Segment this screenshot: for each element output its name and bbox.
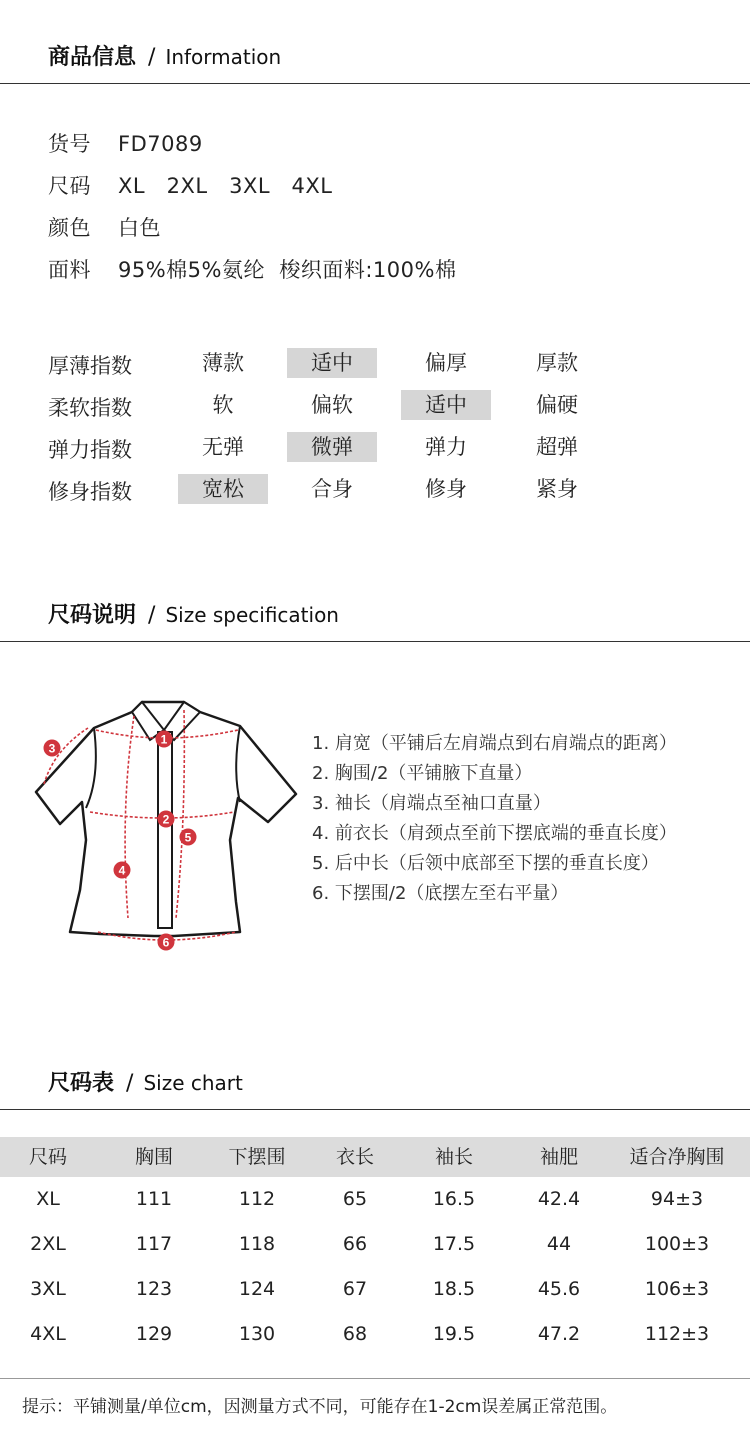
- table-header-row: [0, 1137, 750, 1177]
- table-cell: 4XL: [30, 1323, 66, 1345]
- index-label: 柔软指数: [48, 396, 132, 420]
- marker-3-label: 3: [48, 741, 56, 756]
- table-cell: 3XL: [30, 1278, 66, 1300]
- marker-4: [114, 862, 131, 879]
- marker-5: [180, 829, 197, 846]
- info-label: 面料: [48, 258, 91, 282]
- table-cell: 2XL: [30, 1233, 66, 1255]
- spec-title-en: Size specification: [165, 603, 339, 627]
- table-cell: 44: [546, 1233, 572, 1255]
- info-value: 白色: [118, 216, 161, 240]
- table-row: [0, 1267, 750, 1312]
- index-option: 无弹: [202, 435, 244, 459]
- marker-6-label: 6: [162, 935, 170, 950]
- index-option: 超弹: [536, 435, 578, 459]
- index-option-selected: 宽松: [178, 474, 268, 504]
- index-label: 修身指数: [48, 480, 132, 504]
- table-cell: 111: [135, 1188, 173, 1210]
- measurement-item: 1. 肩宽（平铺后左肩端点到右肩端点的距离）: [312, 733, 677, 754]
- table-cell: 42.4: [537, 1188, 581, 1210]
- table-cell: 112±3: [644, 1323, 710, 1345]
- info-title-en: Information: [165, 45, 282, 69]
- table-cell: 19.5: [432, 1323, 476, 1345]
- info-value: XL 2XL 3XL 4XL: [118, 174, 333, 198]
- info-section-header: 商品信息 / Information: [0, 0, 750, 84]
- table-cell: 66: [342, 1233, 368, 1255]
- index-option-selected: 适中: [287, 348, 377, 378]
- chart-title-zh: 尺码表: [48, 1071, 115, 1096]
- table-header-cell: 袖长: [434, 1146, 474, 1168]
- info-row-size: [48, 170, 333, 200]
- marker-2: [158, 811, 175, 828]
- index-option: 薄款: [202, 351, 244, 375]
- table-cell: 130: [238, 1323, 276, 1345]
- table-cell: 94±3: [650, 1188, 704, 1210]
- spec-title-zh: 尺码说明: [48, 603, 137, 628]
- measurement-item: 6. 下摆围/2（底摆左至右平量）: [312, 883, 569, 904]
- index-option: 紧身: [536, 477, 578, 501]
- table-cell: 45.6: [537, 1278, 581, 1300]
- index-label: 厚薄指数: [48, 354, 132, 378]
- table-cell: 65: [342, 1188, 368, 1210]
- marker-3: [44, 740, 61, 757]
- table-cell: 129: [135, 1323, 173, 1345]
- table-header-cell: 胸围: [134, 1146, 174, 1168]
- marker-2-label: 2: [162, 812, 170, 827]
- info-row-fabric: [48, 254, 456, 284]
- info-row-sku: [48, 128, 203, 158]
- spec-section-header: 尺码说明 / Size specification: [0, 570, 750, 642]
- table-cell: 124: [238, 1278, 276, 1300]
- table-cell: XL: [36, 1188, 60, 1210]
- table-cell: 112: [238, 1188, 276, 1210]
- table-cell: 47.2: [537, 1323, 581, 1345]
- info-label: 货号: [48, 132, 91, 156]
- index-option: 偏厚: [425, 351, 467, 375]
- marker-1-label: 1: [160, 732, 168, 747]
- table-cell: 118: [238, 1233, 276, 1255]
- chart-section-header: 尺码表 / Size chart: [0, 1040, 750, 1110]
- shirt-placket: [158, 732, 172, 928]
- table-header-cell: 尺码: [28, 1146, 68, 1168]
- table-header-cell: 袖肥: [539, 1146, 579, 1168]
- measurement-item: 4. 前衣长（肩颈点至前下摆底端的垂直长度）: [312, 823, 677, 844]
- table-cell: 16.5: [432, 1188, 476, 1210]
- index-option: 偏硬: [536, 393, 578, 417]
- measurement-tip: 提示：平铺测量/单位cm，因测量方式不同，可能存在1-2cm误差属正常范围。: [22, 1397, 618, 1417]
- marker-4-label: 4: [118, 863, 126, 878]
- size-table: [0, 1137, 750, 1357]
- table-row: [0, 1312, 750, 1357]
- measurement-list: [312, 729, 677, 909]
- marker-5-label: 5: [184, 830, 192, 845]
- chart-title-en: Size chart: [143, 1071, 243, 1095]
- info-value: FD7089: [118, 132, 203, 156]
- table-header-cell: 下摆围: [228, 1146, 286, 1168]
- index-option: 偏软: [311, 393, 353, 417]
- table-cell: 100±3: [644, 1233, 710, 1255]
- index-option-selected: 微弹: [287, 432, 377, 462]
- info-label: 颜色: [48, 216, 91, 240]
- table-cell: 106±3: [644, 1278, 710, 1300]
- info-title-zh: 商品信息: [48, 45, 137, 70]
- table-row: [0, 1177, 750, 1222]
- table-row: [0, 1222, 750, 1267]
- index-label: 弹力指数: [48, 438, 132, 462]
- index-option: 修身: [425, 477, 467, 501]
- marker-1: [156, 731, 173, 748]
- table-cell: 18.5: [432, 1278, 476, 1300]
- shirt-measurement-diagram: [24, 690, 304, 960]
- measurement-item: 3. 袖长（肩端点至袖口直量）: [312, 793, 551, 814]
- info-row-color: [48, 212, 161, 242]
- table-cell: 117: [135, 1233, 173, 1255]
- table-cell: 17.5: [432, 1233, 476, 1255]
- index-option: 厚款: [536, 351, 578, 375]
- index-option: 软: [212, 393, 234, 417]
- table-header-cell: 衣长: [335, 1146, 375, 1168]
- index-option-selected: 适中: [401, 390, 491, 420]
- measurement-item: 5. 后中长（后领中底部至下摆的垂直长度）: [312, 853, 659, 874]
- table-cell: 68: [342, 1323, 368, 1345]
- table-cell: 67: [342, 1278, 368, 1300]
- table-bottom-divider: [0, 1378, 750, 1379]
- info-value: 95%棉5%氨纶 梭织面料:100%棉: [118, 258, 457, 282]
- measurement-item: 2. 胸围/2（平铺腋下直量）: [312, 763, 533, 784]
- index-option: 合身: [311, 477, 353, 501]
- info-label: 尺码: [48, 174, 91, 198]
- index-option: 弹力: [425, 435, 467, 459]
- table-cell: 123: [135, 1278, 173, 1300]
- marker-6: [158, 934, 175, 951]
- table-header-cell: 适合净胸围: [629, 1146, 725, 1168]
